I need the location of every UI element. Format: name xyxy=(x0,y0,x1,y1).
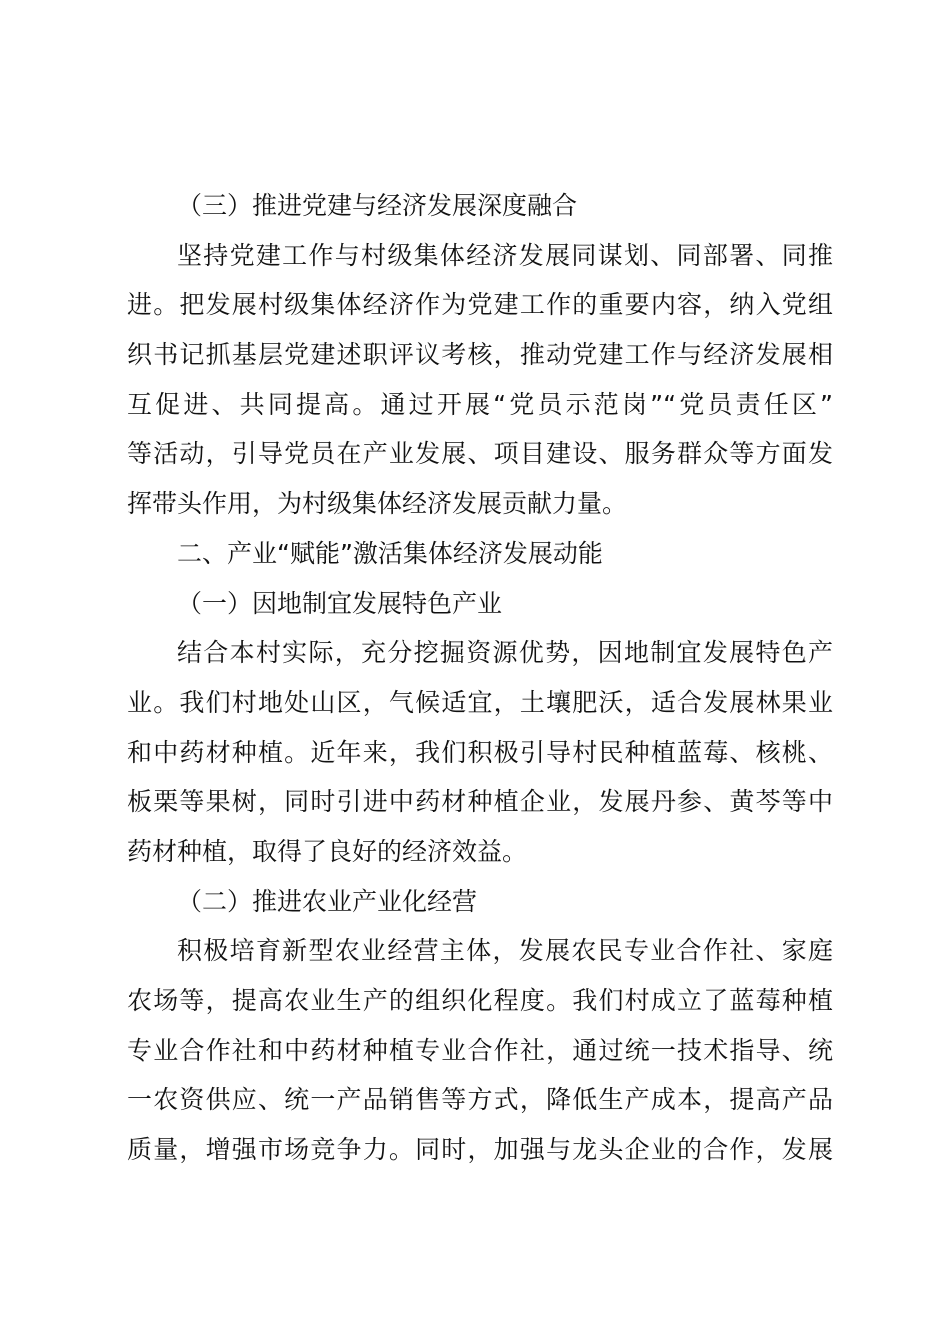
paragraph-line: 织书记抓基层党建述职评议考核，推动党建工作与经济发展相 xyxy=(127,340,833,370)
paragraph-line: 业。我们村地处山区，气候适宜，土壤肥沃，适合发展林果业 xyxy=(127,687,833,717)
paragraph-line: 等活动，引导党员在产业发展、项目建设、服务群众等方面发 xyxy=(127,439,833,469)
paragraph-line: 专业合作社和中药材种植专业合作社，通过统一技术指导、统 xyxy=(127,1035,833,1065)
paragraph-line: 互促进、共同提高。通过开展“党员示范岗”“党员责任区” xyxy=(127,389,833,419)
paragraph-line: 进。把发展村级集体经济作为党建工作的重要内容，纳入党组 xyxy=(127,290,833,320)
paragraph-line: 和中药材种植。近年来，我们积极引导村民种植蓝莓、核桃、 xyxy=(127,737,833,767)
paragraph-line: 坚持党建工作与村级集体经济发展同谋划、同部署、同推 xyxy=(177,240,833,270)
paragraph-line: 板栗等果树，同时引进中药材种植企业，发展丹参、黄芩等中 xyxy=(127,787,833,817)
document-body xyxy=(127,181,833,1175)
paragraph-line: 一农资供应、统一产品销售等方式，降低生产成本，提高产品 xyxy=(127,1085,833,1115)
subsection-one-heading: （一）因地制宜发展特色产业 xyxy=(177,588,503,618)
part-two-heading: 二、产业“赋能”激活集体经济发展动能 xyxy=(177,538,603,568)
paragraph-line: 结合本村实际，充分挖掘资源优势，因地制宜发展特色产 xyxy=(177,638,833,668)
paragraph-line: 农场等，提高农业生产的组织化程度。我们村成立了蓝莓种植 xyxy=(127,986,833,1015)
paragraph-line: 积极培育新型农业经营主体，发展农民专业合作社、家庭 xyxy=(177,936,833,966)
section-three-heading: （三）推进党建与经济发展深度融合 xyxy=(177,191,578,220)
paragraph-line: 药材种植，取得了良好的经济效益。 xyxy=(127,836,528,866)
paragraph-line: 挥带头作用，为村级集体经济发展贡献力量。 xyxy=(127,489,628,519)
paragraph-line: 质量，增强市场竞争力。同时，加强与龙头企业的合作，发展 xyxy=(127,1135,833,1165)
subsection-two-heading: （二）推进农业产业化经营 xyxy=(177,886,478,916)
